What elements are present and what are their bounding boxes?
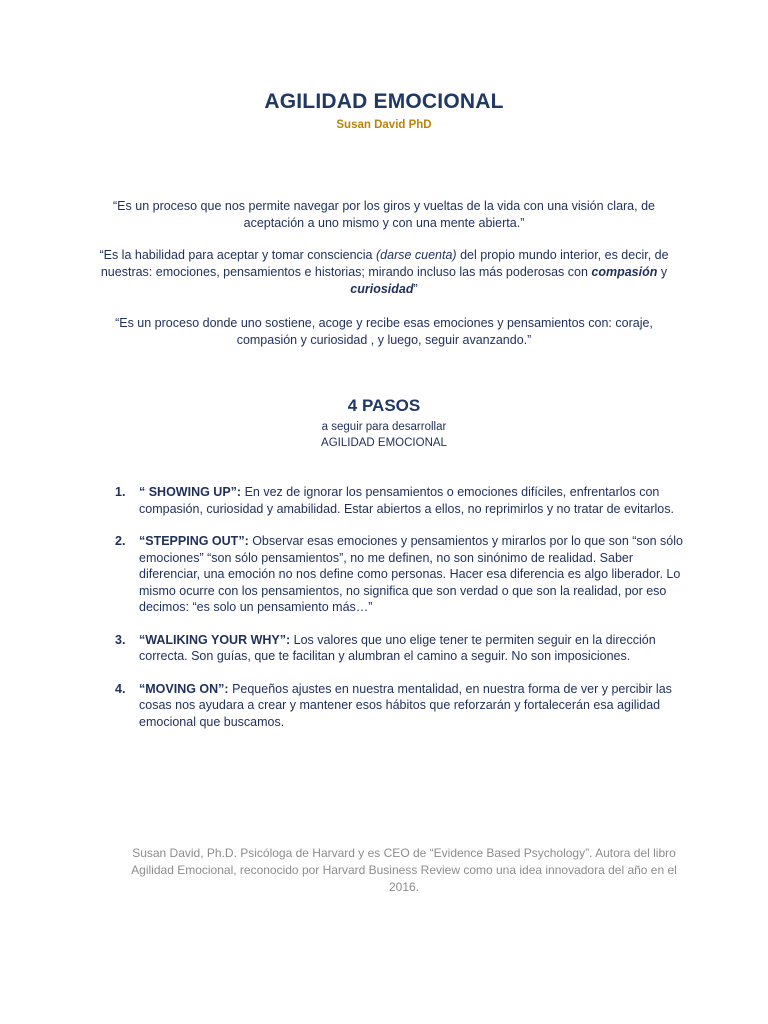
step-text: Observar esas emociones y pensamientos y mirarlos por lo que son “son sólo emociones” “son sólo pensamientos”, no me definen, no son sinónimo de realidad. Saber diferenciar, una emoción no nos define como personas. Hacer esa diferencia es algo liberador. Lo mismo ocurre con los pensamientos, no significa que son verdad o que son la realidad, por eso decimos: “es solo un pensamiento más…” [139,534,683,614]
steps-list [110,484,685,746]
quote-3: “Es un proceso donde uno sostiene, acoge y recibe esas emociones y pensamientos con: coraje, compasión y curiosidad , y luego, seguir avanzando.” [115,316,653,347]
step-text: Los valores que uno elige tener te permiten seguir en la dirección correcta. Son guías, que te facilitan y alumbran el camino a seguir. No son imposiciones. [139,632,656,663]
quote-2-end: ” [413,282,418,296]
step-lead: “ SHOWING UP”: [139,485,242,499]
step-lead: “WALIKING YOUR WHY”: [139,632,291,647]
step-item [110,681,685,731]
quote-2-y: y [657,265,668,279]
step-number: 2. [115,534,126,548]
step-item [110,632,685,665]
step-lead: “STEPPING OUT”: [139,534,249,548]
quote-1: “Es un proceso que nos permite navegar por los giros y vueltas de la vida con una visión clara, de aceptación a uno mismo y con una mente abierta.” [113,199,655,230]
step-text: En vez de ignorar los pensamientos o emociones difíciles, enfrentarlos con compasión, curiosidad y amabilidad. Estar abiertos a ellos, no reprimirlos y no tratar de evitarlos. [139,485,674,516]
steps-subtitle-line-2: AGILIDAD EMOCIONAL [321,437,447,449]
steps-subtitle-line-1: a seguir para desarrollar [321,421,447,433]
document-author: Susan David PhD [336,119,432,131]
step-text: Pequeños ajustes en nuestra mentalidad, en nuestra forma de ver y percibir las cosas nos ayudara a crear y mantener esos hábitos que reforzarán y fortalecerán esa agilidad emocional que buscamos. [139,681,672,729]
quote-2-curiosidad: curiosidad [350,282,414,296]
quote-2-italic: (darse cuenta) [376,248,457,262]
quote-2 [90,247,678,298]
document-title: AGILIDAD EMOCIONAL [264,90,504,113]
quotes-section [90,198,678,364]
author-bio-footer: Susan David, Ph.D. Psicóloga de Harvard y es CEO de “Evidence Based Psychology”. Autora del libro Agilidad Emocional, reconocido por Harvard Business Review como una idea innovadora del año en el 2016. [131,846,677,894]
step-lead: “MOVING ON”: [139,681,229,696]
steps-title: 4 PASOS [347,396,421,415]
quote-2-compasion: compasión [591,265,658,279]
step-item [110,533,685,616]
steps-subtitle [0,419,768,451]
quote-2-part-a: “Es la habilidad para aceptar y tomar consciencia [99,248,376,262]
step-number: 3. [115,632,126,647]
step-number: 4. [115,681,126,696]
step-number: 1. [115,485,126,499]
quote-2-part-b: del propio mundo interior, es decir, de nuestras: emociones, pensamientos e historias; mirando incluso las más poderosas con [100,248,669,279]
step-item [110,484,685,517]
